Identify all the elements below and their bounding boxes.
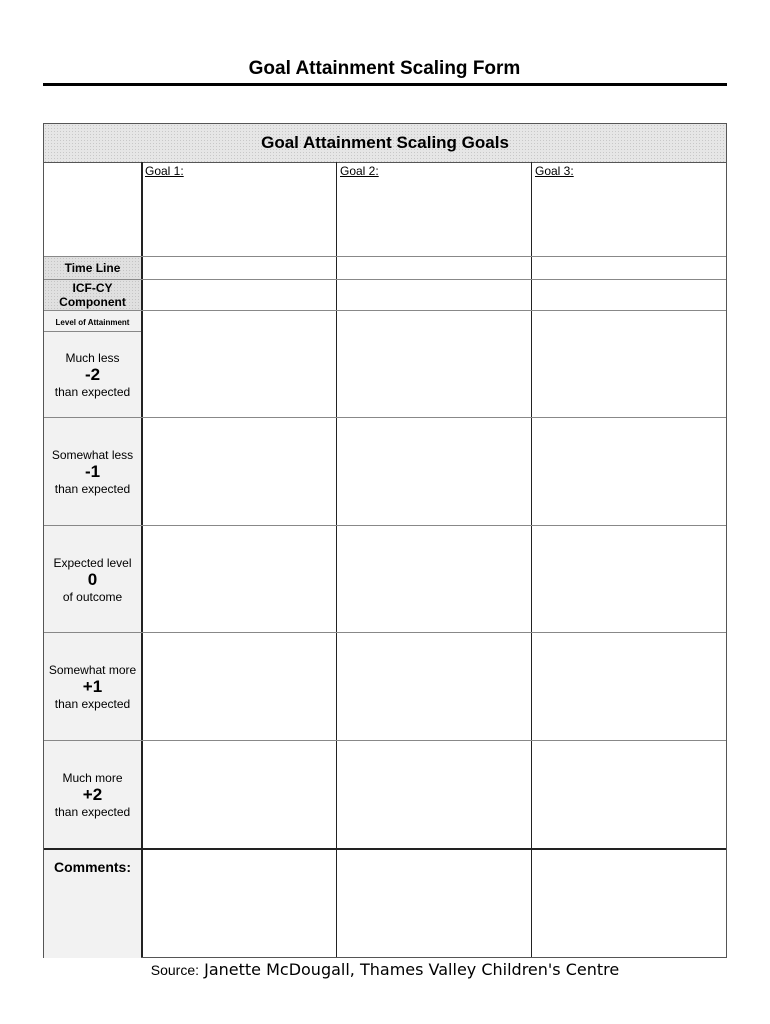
col-divider <box>531 162 532 957</box>
comments-goal-2-cell[interactable] <box>337 850 531 957</box>
row-divider <box>141 310 726 311</box>
icf-cy-label: ICF-CY Component <box>44 279 141 310</box>
comments-goal-1-cell[interactable] <box>143 850 336 957</box>
gas-table <box>43 123 727 958</box>
row-divider <box>141 279 726 280</box>
level-plus-1: Somewhat more +1 than expected <box>44 632 141 740</box>
comments-goal-3-cell[interactable] <box>532 850 726 957</box>
goal-2-label: Goal 2: <box>340 164 379 178</box>
row-divider <box>141 417 726 418</box>
goal-3-description-cell[interactable] <box>532 162 726 256</box>
goal-2-description-cell[interactable] <box>337 162 531 256</box>
row-divider <box>141 525 726 526</box>
title-rule <box>43 83 727 86</box>
level-minus-1: Somewhat less -1 than expected <box>44 417 141 525</box>
time-line-label: Time Line <box>44 256 141 279</box>
col-divider <box>336 162 337 957</box>
level-of-attainment-label: Level of Attainment <box>44 310 141 331</box>
row-divider <box>141 632 726 633</box>
goal-1-label: Goal 1: <box>145 164 184 178</box>
row-divider <box>141 740 726 741</box>
source-prefix: Source: <box>150 962 200 978</box>
table-title: Goal Attainment Scaling Goals <box>44 124 726 163</box>
form-title: Goal Attainment Scaling Form <box>248 58 521 79</box>
row-divider <box>141 256 726 257</box>
source-text: Janette McDougall, Thames Valley Children's Centre <box>204 960 620 979</box>
level-minus-2: Much less -2 than expected <box>44 331 141 417</box>
col-divider <box>141 162 143 957</box>
goal-1-description-cell[interactable] <box>143 162 336 256</box>
source-credit <box>0 960 770 979</box>
level-plus-2: Much more +2 than expected <box>44 740 141 848</box>
goal-3-label: Goal 3: <box>535 164 574 178</box>
comments-label: Comments: <box>44 848 141 958</box>
level-zero: Expected level 0 of outcome <box>44 525 141 632</box>
